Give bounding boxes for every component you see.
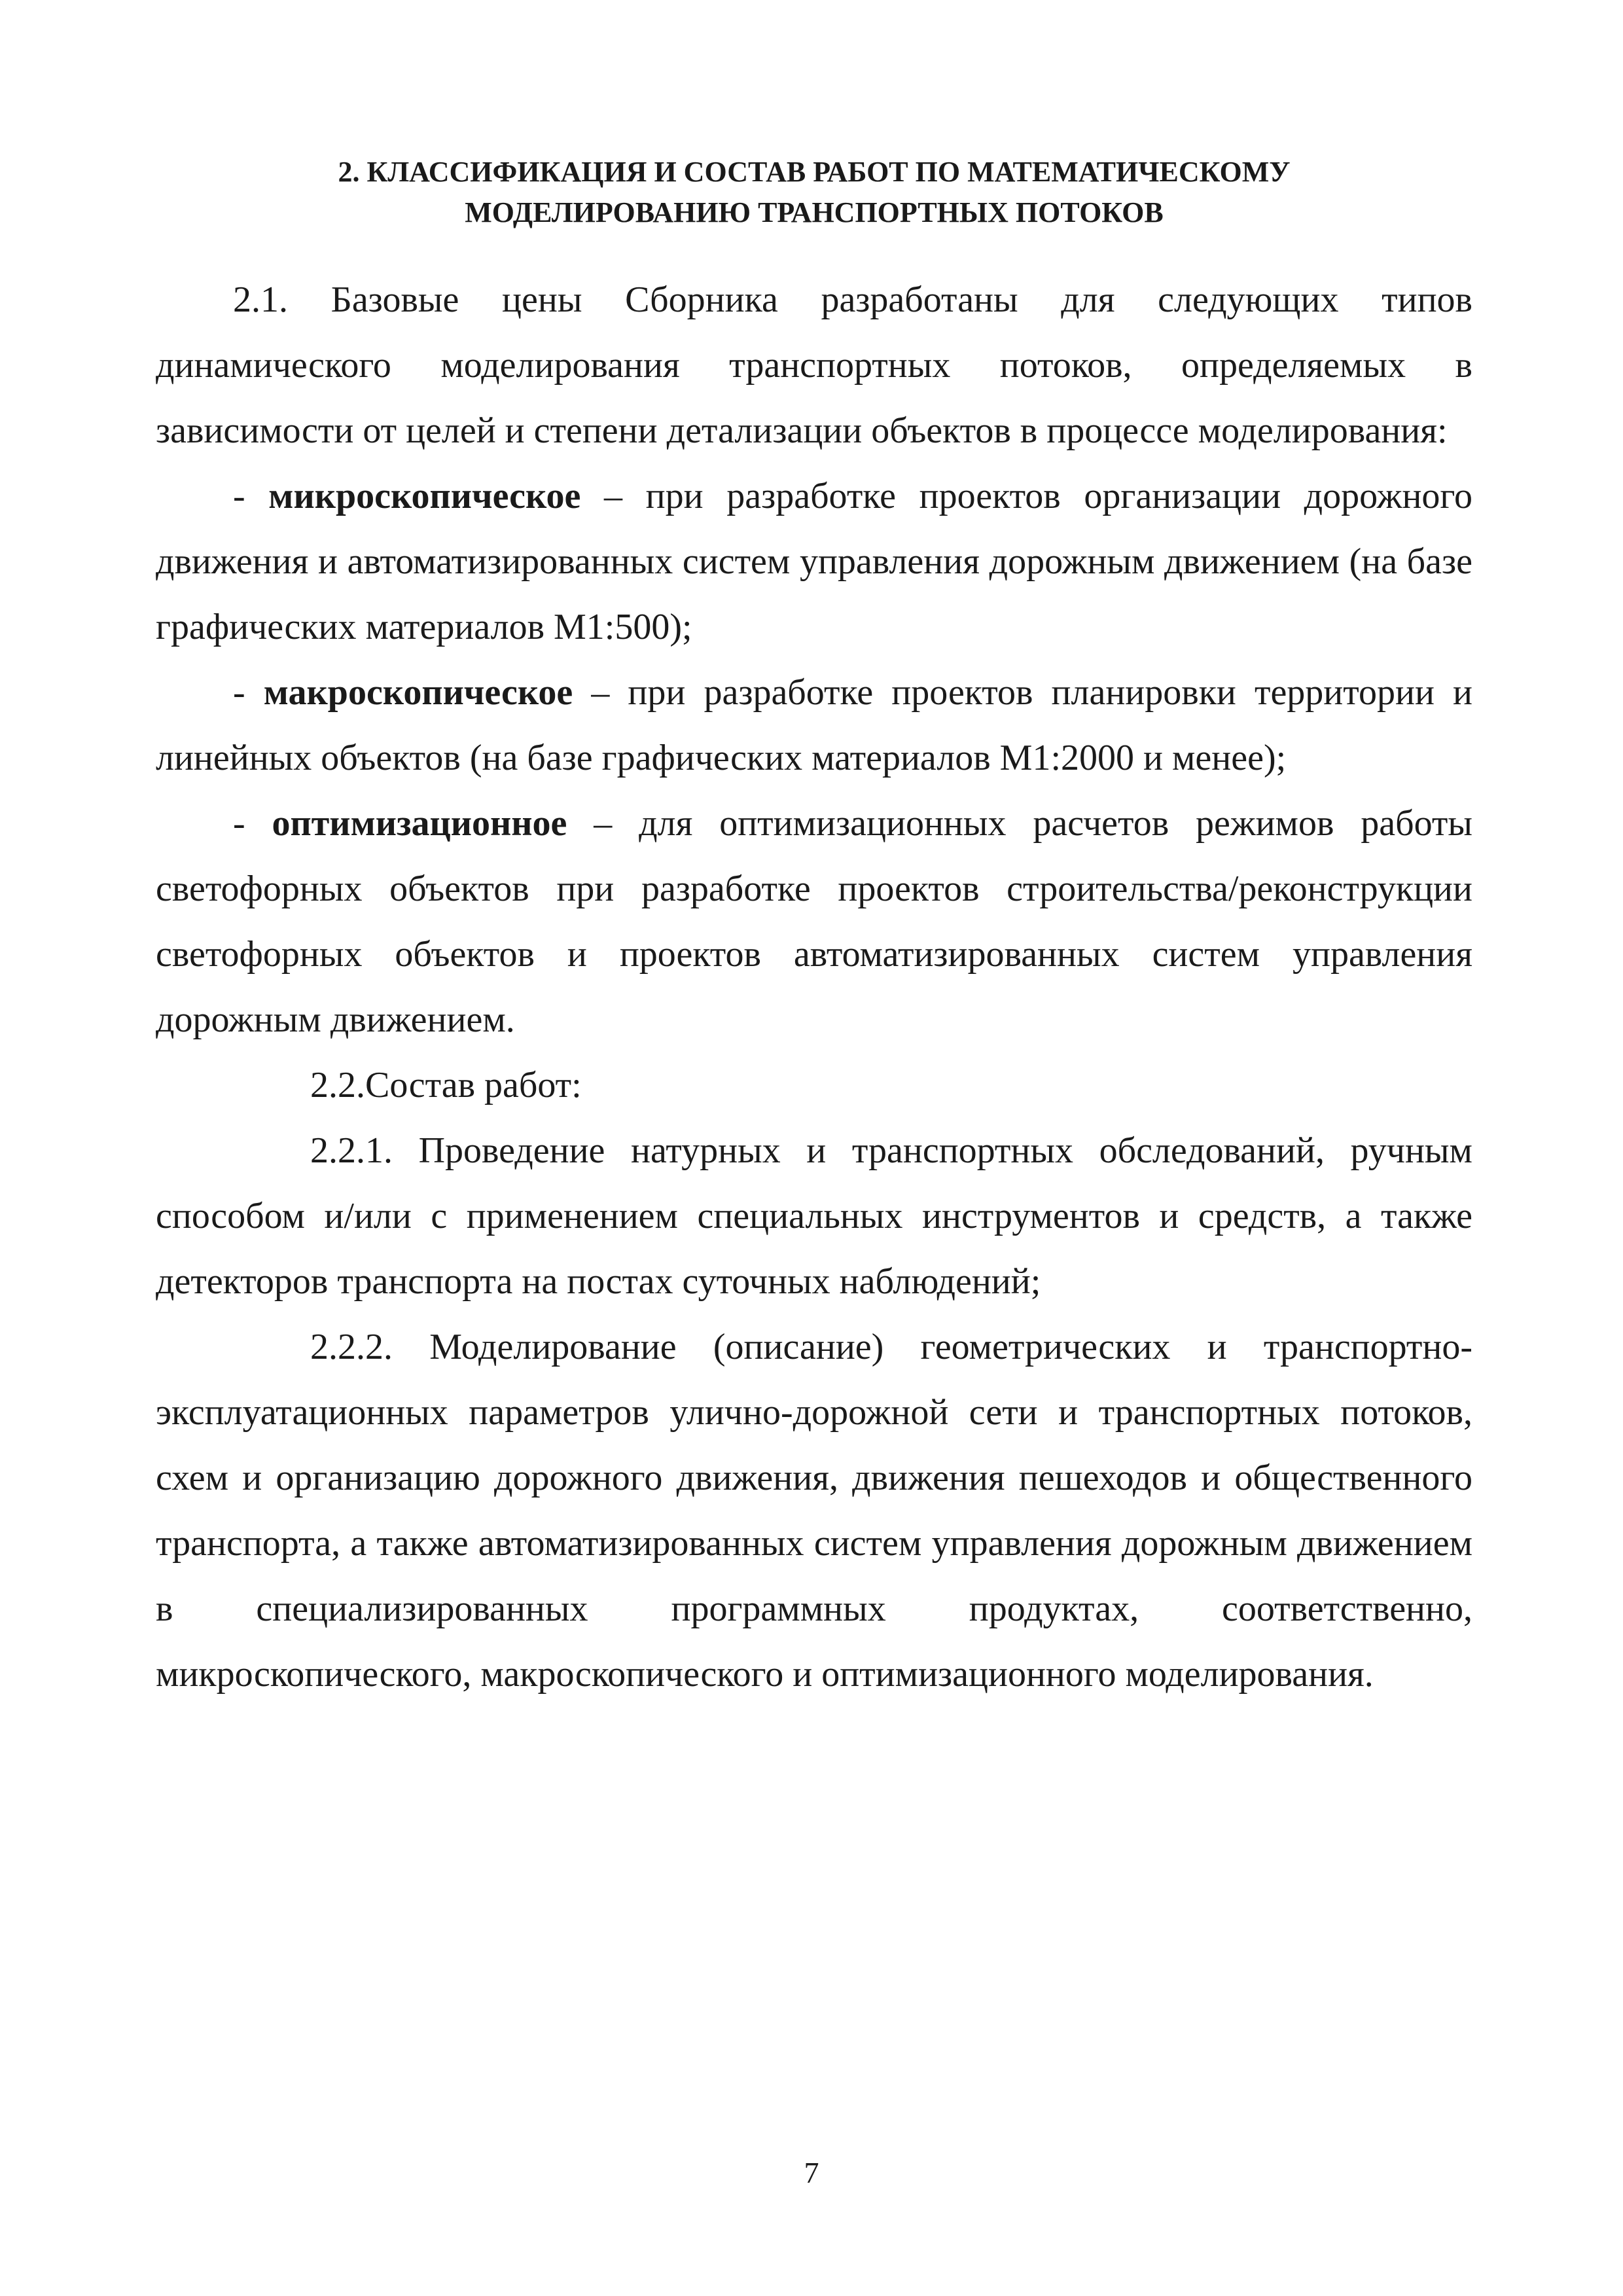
paragraph-number: 2.2. <box>310 1065 365 1105</box>
list-dash: - <box>233 803 245 844</box>
paragraph-number: 2.2.1. <box>310 1130 393 1171</box>
heading-line-2: МОДЕЛИРОВАНИЮ ТРАНСПОРТНЫХ ПОТОКОВ <box>465 196 1164 228</box>
term-macroscopic: макроскопическое <box>263 672 573 713</box>
paragraph-number: 2.2.2. <box>310 1327 393 1367</box>
list-item-microscopic <box>156 463 1472 660</box>
item-text-macroscopic: – при разработке проектов планировки территории и линейных объектов (на базе графических материалов М1:2000 и менее); <box>156 672 1473 778</box>
item-text-optimization: – для оптимизационных расчетов режимов работы светофорных объектов при разработке проектов строительства/реконструкции светофорных объектов и проектов автоматизированных систем управления дорожным движением. <box>156 803 1473 1040</box>
item-text-microscopic: – при разработке проектов организации дорожного движения и автоматизированных систем управления дорожным движением (на базе графических материалов М1:500); <box>156 476 1473 647</box>
list-dash: - <box>233 672 245 713</box>
term-microscopic: микроскопическое <box>268 476 581 516</box>
list-item-optimization <box>156 791 1472 1052</box>
heading-line-1: 2. КЛАССИФИКАЦИЯ И СОСТАВ РАБОТ ПО МАТЕМАТИЧЕСКОМУ <box>338 156 1291 188</box>
paragraph-2-2-1 <box>156 1118 1472 1314</box>
page-number: 7 <box>804 2156 819 2189</box>
section-heading <box>156 152 1472 233</box>
paragraph-text: Проведение натурных и транспортных обследований, ручным способом и/или с применением специальных инструментов и средств, а также детекторов транспорта на постах суточных наблюдений; <box>156 1130 1472 1302</box>
term-optimization: оптимизационное <box>272 803 567 844</box>
paragraph-text: Состав работ: <box>365 1065 582 1105</box>
paragraph-2-1: 2.1. Базовые цены Сборника разработаны для следующих типов динамического моделирования транспортных потоков, определяемых в зависимости от целей и степени детализации объектов в процессе моделирования: <box>156 279 1472 451</box>
list-item-macroscopic <box>156 660 1472 791</box>
list-dash: - <box>233 476 245 516</box>
paragraph-2-2-2 <box>156 1314 1472 1707</box>
paragraph-2-2 <box>156 1052 1472 1118</box>
body-text <box>156 267 1472 1707</box>
paragraph-text: Моделирование (описание) геометрических и транспортно-эксплуатационных параметров улично-дорожной сети и транспортных потоков, схем и организацию дорожного движения, движения пешеходов и общественного транспорта, а также автоматизированных систем управления дорожным движением в специализированных программных продуктах, соответственно, микроскопического, макроскопического и оптимизационного моделирования. <box>156 1327 1472 1695</box>
